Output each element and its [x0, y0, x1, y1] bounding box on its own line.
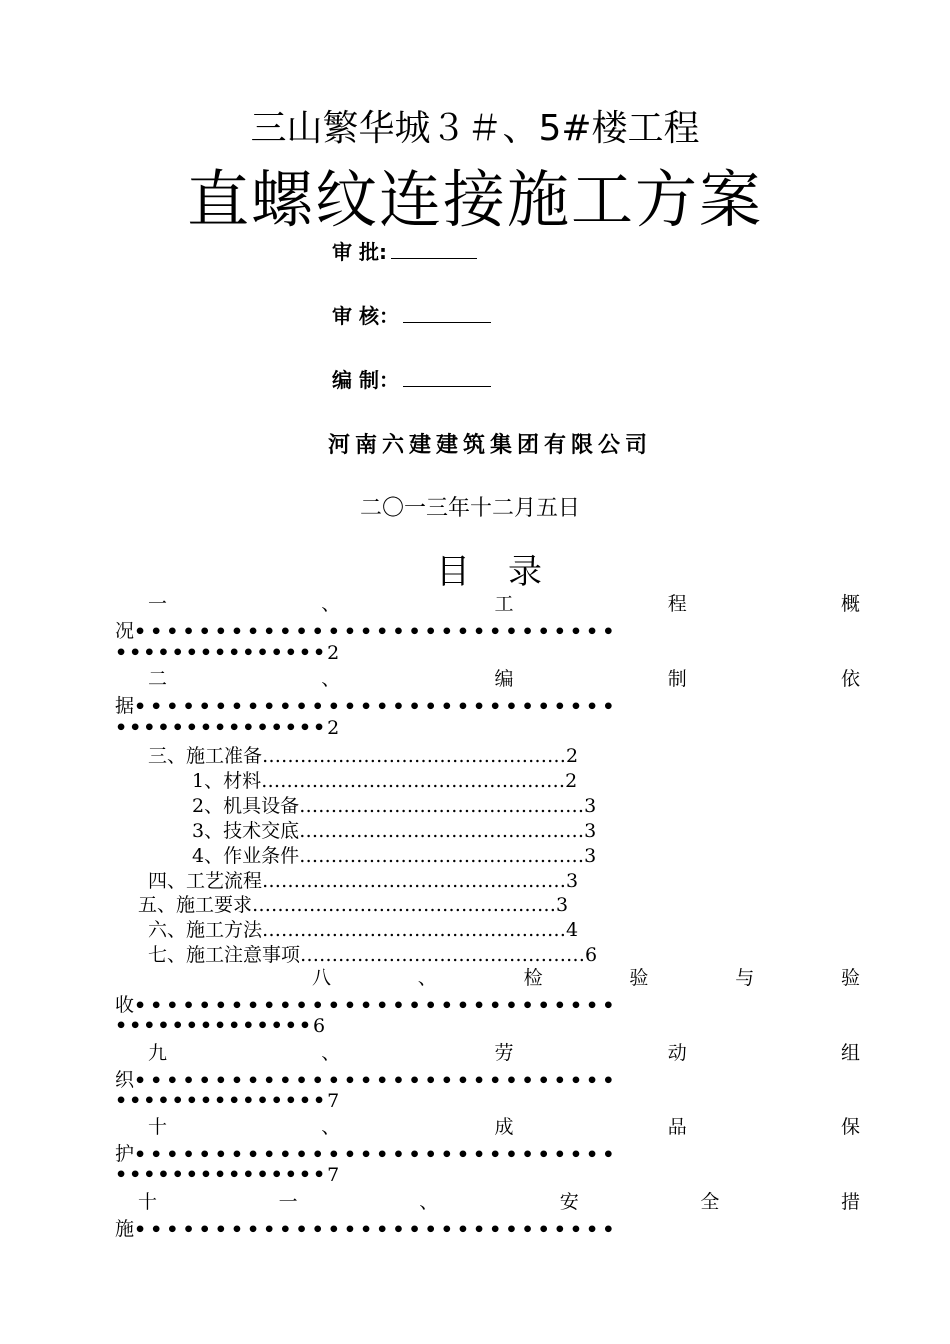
toc-entry-3 — [148, 741, 578, 768]
toc-page-number: 4 — [566, 919, 579, 941]
toc-entry-2-dots — [115, 691, 860, 718]
toc-dot-leader: ………………………………………… — [252, 894, 557, 916]
toc-entry-5 — [138, 890, 568, 917]
toc-dot-leader: ………………………………………… — [262, 745, 567, 767]
review-label: 审 核： — [332, 304, 399, 328]
company-name: 河南六建建筑集团有限公司 — [327, 433, 652, 458]
toc-char: 八 — [312, 967, 332, 989]
toc-dot-leader: ……………………………………… — [299, 845, 585, 867]
toc-dot-leader: ••••••••••••••• — [115, 642, 328, 664]
toc-dot-leader: ……………………………………… — [299, 820, 585, 842]
toc-entry-label: 四、工艺流程 — [148, 870, 263, 892]
toc-char: 措 — [840, 1191, 860, 1213]
toc-entry-9-dots — [115, 1065, 860, 1092]
toc-dot-leader: ……………………………………… — [299, 795, 585, 817]
toc-entry-8-page-line — [115, 1015, 325, 1037]
toc-entry-label: 4、作业条件 — [192, 845, 300, 867]
toc-page-number: 2 — [565, 770, 578, 792]
toc-char: 况 — [115, 620, 135, 642]
toc-char: 概 — [840, 593, 860, 615]
toc-dot-leader: ………………………………………… — [261, 770, 566, 792]
toc-entry-label: 三、施工准备 — [148, 745, 263, 767]
toc-entry-label: 3、技术交底 — [192, 820, 300, 842]
document-date: 二〇一三年十二月五日 — [359, 496, 580, 521]
review-field — [332, 300, 491, 329]
toc-char: 施 — [115, 1218, 135, 1240]
toc-entry-2-heading — [148, 665, 860, 691]
toc-entry-3-3 — [192, 816, 596, 843]
toc-page-number: 2 — [566, 745, 579, 767]
toc-entry-11-heading — [138, 1188, 860, 1214]
toc-dot-leader: •••••••••••••• — [115, 1015, 314, 1037]
toc-entry-10-heading — [148, 1113, 860, 1139]
toc-char: 组 — [840, 1042, 860, 1064]
toc-entry-label: 六、施工方法 — [148, 919, 263, 941]
toc-entry-2-page-line — [115, 717, 339, 739]
toc-char: 动 — [667, 1042, 687, 1064]
toc-entry-3-4 — [192, 841, 596, 868]
toc-char: 检 — [523, 967, 543, 989]
toc-entry-label: 2、机具设备 — [192, 795, 300, 817]
toc-char: 十 — [138, 1191, 158, 1213]
project-title: 三山繁华城３＃、5#楼工程 — [250, 108, 700, 149]
toc-entry-3-2 — [192, 791, 596, 818]
toc-entry-10-page-line — [115, 1164, 339, 1186]
toc-char: 、 — [417, 967, 437, 989]
toc-char: 一 — [148, 593, 168, 615]
toc-page-number: 7 — [327, 1090, 340, 1112]
toc-entry-label: 七、施工注意事项 — [148, 944, 301, 966]
toc-page-number: 6 — [585, 944, 598, 966]
toc-entry-label: 1、材料 — [192, 770, 262, 792]
approve-field — [332, 236, 477, 265]
toc-entry-6 — [148, 915, 578, 942]
toc-char: 与 — [735, 967, 755, 989]
toc-dot-leader: ………………………………………… — [262, 870, 567, 892]
toc-dot-leader: ••••••••••••••• — [115, 1164, 328, 1186]
toc-dot-leader: ••••••••••••••• — [115, 717, 328, 739]
toc-entry-1-heading — [148, 590, 860, 616]
toc-char: 全 — [700, 1191, 720, 1213]
approve-label: 审 批: — [332, 240, 387, 264]
toc-dot-leader: •••••••••••••••••••••••••••••• — [134, 696, 619, 718]
toc-dot-leader: •••••••••••••••••••••••••••••• — [134, 1070, 619, 1092]
toc-entry-label: 五、施工要求 — [138, 894, 253, 916]
toc-char: 、 — [419, 1191, 439, 1213]
toc-page-number: 2 — [327, 642, 340, 664]
toc-page-number: 3 — [584, 795, 597, 817]
compile-signature-line — [403, 385, 491, 387]
document-title: 直螺纹连接施工方案 — [186, 163, 763, 236]
toc-page-number: 7 — [327, 1164, 340, 1186]
toc-dot-leader: •••••••••••••••••••••••••••••• — [134, 621, 619, 643]
toc-char: 一 — [278, 1191, 298, 1213]
toc-dot-leader: ••••••••••••••• — [115, 1090, 328, 1112]
toc-dot-leader: •••••••••••••••••••••••••••••• — [134, 1144, 619, 1166]
toc-char: 验 — [629, 967, 649, 989]
toc-char: 九 — [148, 1042, 168, 1064]
toc-char: 护 — [115, 1143, 135, 1165]
toc-char: 劳 — [494, 1042, 514, 1064]
toc-entry-8-heading — [312, 964, 860, 990]
toc-page-number: 3 — [566, 870, 579, 892]
toc-entry-3-1 — [192, 766, 577, 793]
compile-field — [332, 364, 491, 393]
toc-char: 、 — [321, 668, 341, 690]
toc-dot-leader: •••••••••••••••••••••••••••••• — [134, 995, 619, 1017]
toc-char: 验 — [840, 967, 860, 989]
compile-label: 编 制： — [332, 368, 399, 392]
toc-char: 编 — [494, 668, 514, 690]
toc-dot-leader: •••••••••••••••••••••••••••••• — [134, 1219, 619, 1241]
toc-char: 据 — [115, 695, 135, 717]
toc-entry-1-dots — [115, 616, 860, 643]
toc-char: 成 — [494, 1116, 514, 1138]
toc-char: 收 — [115, 994, 135, 1016]
toc-entry-1-page-line — [115, 642, 339, 664]
approve-signature-line — [391, 257, 477, 259]
toc-char: 工 — [494, 593, 514, 615]
toc-entry-9-page-line — [115, 1090, 339, 1112]
toc-char: 保 — [840, 1116, 860, 1138]
toc-page-number: 3 — [584, 845, 597, 867]
toc-entry-10-dots — [115, 1139, 860, 1166]
toc-page-number: 3 — [584, 820, 597, 842]
toc-char: 制 — [667, 668, 687, 690]
toc-char: 安 — [559, 1191, 579, 1213]
toc-char: 二 — [148, 668, 168, 690]
toc-char: 品 — [667, 1116, 687, 1138]
toc-char: 、 — [321, 593, 341, 615]
toc-char: 织 — [115, 1069, 135, 1091]
toc-page-number: 6 — [313, 1015, 326, 1037]
toc-entry-4 — [148, 866, 578, 893]
toc-entry-11-dots — [115, 1214, 860, 1241]
toc-page-number: 3 — [556, 894, 569, 916]
toc-char: 十 — [148, 1116, 168, 1138]
toc-entry-9-heading — [148, 1039, 860, 1065]
toc-char: 程 — [667, 593, 687, 615]
toc-dot-leader: ………………………………………… — [262, 919, 567, 941]
toc-entry-8-dots — [115, 990, 860, 1017]
toc-dot-leader: ……………………………………… — [300, 944, 586, 966]
review-signature-line — [403, 321, 491, 323]
toc-page-number: 2 — [327, 717, 340, 739]
toc-char: 依 — [840, 668, 860, 690]
toc-char: 、 — [321, 1042, 341, 1064]
toc-title: 目 录 — [436, 552, 544, 592]
toc-char: 、 — [321, 1116, 341, 1138]
